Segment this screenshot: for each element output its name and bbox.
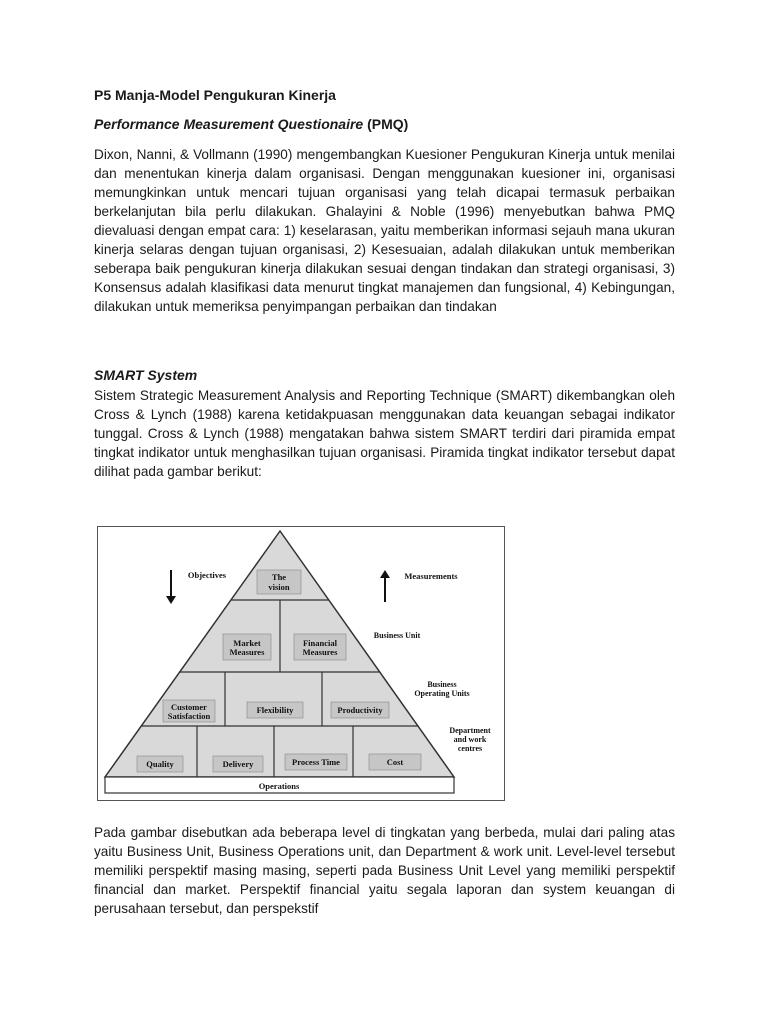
cost-label: Cost <box>386 757 404 767</box>
subtitle-italic: Performance Measurement Questionaire <box>94 116 364 132</box>
section-subtitle <box>94 116 408 132</box>
page-title: P5 Manja-Model Pengukuran Kinerja <box>94 87 336 103</box>
vision-line-2: vision <box>268 582 290 592</box>
productivity-label: Productivity <box>337 705 383 715</box>
smart-pyramid-figure <box>97 526 505 801</box>
paragraph-pmq: Dixon, Nanni, & Vollmann (1990) mengembangkan Kuesioner Pengukuran Kinerja untuk menilai dan menentukan kinerja dalam organisasi. Dengan menggunakan kuesioner ini, organisasi memungkinkan untuk mencari tujuan organisasi yang telah dicapai termasuk perbaikan berkelanjutan bila perlu dilakukan. Ghalayini & Noble (1996) menyebutkan bahwa PMQ dievaluasi dengan empat cara: 1) keselarasan, yaitu memberikan informasi sejauh mana ukuran kinerja selaras dengan tujuan organisasi, 2) Kesesuaian, adalah dilakukan untuk memberikan seberapa baik pengukuran kinerja dilakukan sesuai dengan tindakan dan strategi organisasi, 3) Konsensus adalah klasifikasi data menurut tingkat manajemen dan fungsional, 4) Kebingungan, dilakukan untuk memeriksa penyimpangan perbaikan dan tindakan <box>94 147 675 314</box>
financial-line-2: Measures <box>302 647 338 657</box>
market-line-2: Measures <box>229 647 265 657</box>
paragraph-smart: Sistem Strategic Measurement Analysis and Reporting Technique (SMART) dikembangkan oleh Cross & Lynch (1988) karena ketidakpuasan menggunakan data keuangan sebagai indikator tunggal. Cross & Lynch (1988) mengatakan bahwa sistem SMART terdiri dari piramida empat tingkat indikator untuk menghasilkan tujuan organisasi. Piramida tingkat indikator tersebut dapat dilihat pada gambar berikut: <box>94 388 675 479</box>
process-time-label: Process Time <box>292 757 340 767</box>
objectives-label: Objectives <box>187 570 227 580</box>
smart-heading: SMART System <box>94 367 198 383</box>
customer-line-2: Satisfaction <box>167 711 211 721</box>
dept-line-3: centres <box>457 744 483 753</box>
financial-line-1: Financial <box>302 638 338 648</box>
operations-label: Operations <box>258 781 300 791</box>
flexibility-label: Flexibility <box>256 705 294 715</box>
business-unit-label: Business Unit <box>373 631 421 640</box>
subtitle-suffix: (PMQ) <box>363 116 409 132</box>
pyramid-svg <box>97 526 505 801</box>
bou-line-2: Operating Units <box>414 689 470 698</box>
bou-line-1: Business <box>427 680 457 689</box>
dept-line-2: and work <box>453 735 487 744</box>
market-line-1: Market <box>233 638 261 648</box>
dept-line-1: Department <box>449 726 491 735</box>
vision-line-1: The <box>271 572 287 582</box>
customer-line-1: Customer <box>171 702 207 712</box>
measurements-label: Measurements <box>404 571 458 581</box>
delivery-label: Delivery <box>222 759 254 769</box>
paragraph-levels: Pada gambar disebutkan ada beberapa level di tingkatan yang berbeda, mulai dari paling atas yaitu Business Unit, Business Operations unit, dan Department & work unit. Level-level tersebut memiliki perspektif masing masing, seperti pada Business Unit Level yang memiliki perspektif financial dan market. Perspektif financial yaitu segala laporan dan system keuangan di perusahaan tersebut, dan perspekstif <box>94 825 675 916</box>
quality-label: Quality <box>146 759 174 769</box>
